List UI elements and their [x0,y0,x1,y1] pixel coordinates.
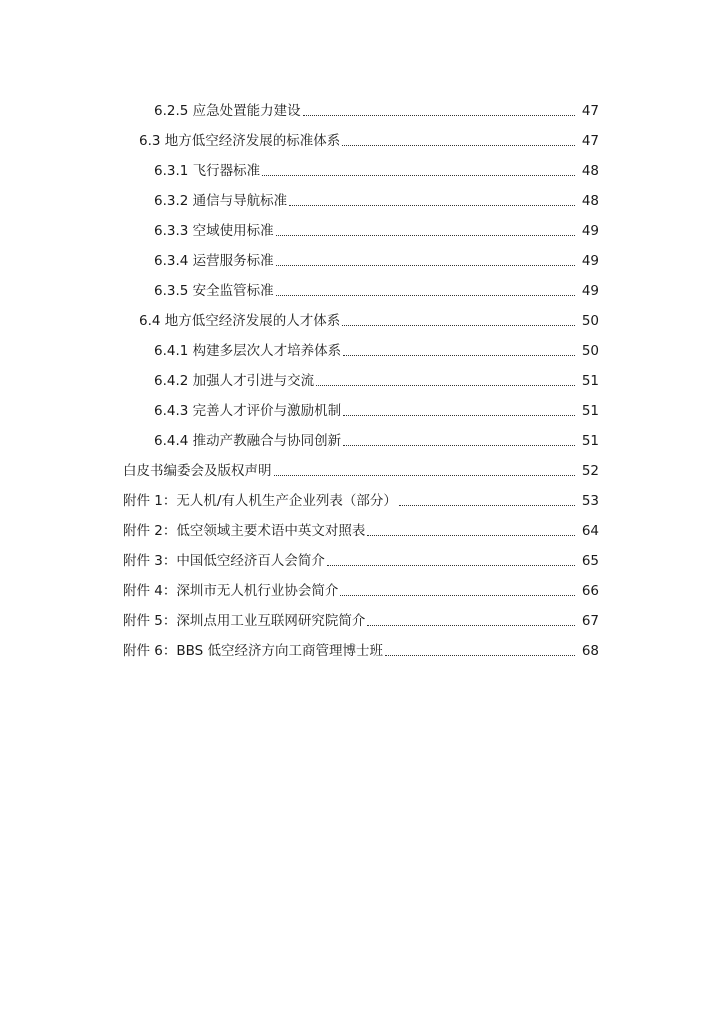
toc-page-number: 52 [581,463,599,479]
toc-entry-label: 6.4 地方低空经济发展的人才体系 [139,313,341,329]
toc-entry-label: 6.4.4 推动产教融合与协同创新 [154,433,342,449]
toc-entry[interactable] [0,276,720,306]
toc-entry-label: 6.3.1 飞行器标准 [154,163,261,179]
toc-entry[interactable] [0,426,720,456]
toc-dot-leader [340,576,575,606]
toc-entry[interactable] [0,396,720,426]
toc-entry-label: 6.3 地方低空经济发展的标准体系 [139,133,341,149]
toc-dot-leader [367,606,575,636]
toc-page-number: 49 [581,283,599,299]
toc-entry[interactable] [0,216,720,246]
toc-dot-leader [327,546,575,576]
toc-page-number: 49 [581,223,599,239]
toc-entry-label: 附件 3：中国低空经济百人会简介 [123,553,325,569]
toc-entry[interactable] [0,246,720,276]
toc-entry[interactable] [0,96,720,126]
toc-dot-leader [342,306,575,336]
toc-dot-leader [343,426,575,456]
toc-page-number: 68 [581,643,599,659]
toc-dot-leader [343,396,575,426]
toc-entry[interactable] [0,336,720,366]
toc-dot-leader [367,516,575,546]
toc-dot-leader [342,126,575,156]
toc-entry-label: 6.3.5 安全监管标准 [154,283,274,299]
toc-entry-label: 6.4.2 加强人才引进与交流 [154,373,315,389]
toc-page-number: 47 [581,103,599,119]
toc-page-number: 49 [581,253,599,269]
toc-entry-label: 6.4.1 构建多层次人才培养体系 [154,343,342,359]
toc-entry-label: 6.3.3 空域使用标准 [154,223,274,239]
toc-page-number: 51 [581,403,599,419]
toc-dot-leader [276,246,575,276]
toc-page-number: 50 [581,343,599,359]
toc-dot-leader [316,366,575,396]
toc-page-number: 66 [581,583,599,599]
toc-page-number: 53 [581,493,599,509]
toc-page-number: 47 [581,133,599,149]
toc-entry-label: 白皮书编委会及版权声明 [123,463,272,479]
toc-page-number: 64 [581,523,599,539]
toc-entry-label: 附件 1：无人机/有人机生产企业列表（部分） [123,493,397,509]
toc-dot-leader [262,156,575,186]
toc-entry[interactable] [0,636,720,666]
toc-entry[interactable] [0,366,720,396]
toc-entry-label: 附件 6：BBS 低空经济方向工商管理博士班 [123,643,384,659]
toc-page-number: 48 [581,193,599,209]
toc-page-number: 65 [581,553,599,569]
toc-page-number: 48 [581,163,599,179]
toc-entry-label: 6.3.2 通信与导航标准 [154,193,288,209]
toc-dot-leader [399,486,575,516]
toc-entry[interactable] [0,456,720,486]
toc-entry[interactable] [0,126,720,156]
toc-page-number: 50 [581,313,599,329]
toc-entry[interactable] [0,606,720,636]
toc-dot-leader [303,96,575,126]
toc-dot-leader [276,216,575,246]
toc-entry-label: 附件 2：低空领域主要术语中英文对照表 [123,523,366,539]
toc-entry[interactable] [0,156,720,186]
toc-page-number: 51 [581,433,599,449]
toc-entry-label: 6.4.3 完善人才评价与激励机制 [154,403,342,419]
toc-dot-leader [385,636,575,666]
table-of-contents [0,96,720,666]
toc-entry[interactable] [0,576,720,606]
toc-entry[interactable] [0,306,720,336]
toc-entry-label: 6.2.5 应急处置能力建设 [154,103,301,119]
toc-page-number: 51 [581,373,599,389]
toc-entry-label: 6.3.4 运营服务标准 [154,253,274,269]
toc-page-number: 67 [581,613,599,629]
toc-dot-leader [343,336,575,366]
toc-entry[interactable] [0,186,720,216]
toc-entry[interactable] [0,486,720,516]
toc-entry[interactable] [0,546,720,576]
toc-dot-leader [276,276,575,306]
toc-entry[interactable] [0,516,720,546]
toc-entry-label: 附件 4：深圳市无人机行业协会简介 [123,583,339,599]
toc-dot-leader [289,186,575,216]
toc-dot-leader [274,456,576,486]
toc-entry-label: 附件 5：深圳点用工业互联网研究院简介 [123,613,366,629]
